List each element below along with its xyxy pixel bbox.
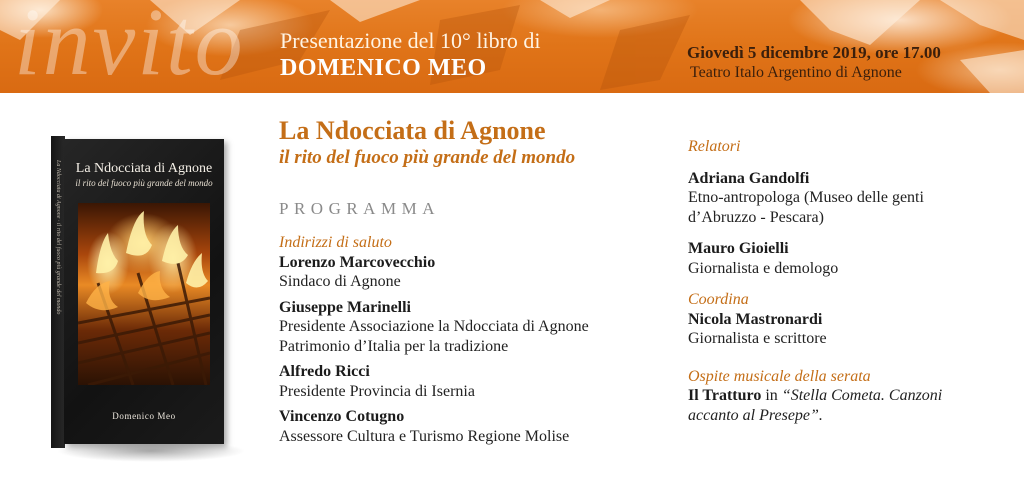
guest-performance [688,386,998,406]
speaker-entry [279,253,669,292]
book-cover-subtitle: il rito del fuoco più grande del mondo [75,178,213,188]
speakers-column [688,137,998,425]
book-cover-author: Domenico Meo [112,411,176,421]
guest-connector: in [761,387,782,404]
speaker-name: Lorenzo Marcovecchio [279,253,436,271]
speaker-role: Sindaco di Agnone [279,273,401,290]
relatori-label: Relatori [688,138,741,155]
event-venue: Teatro Italo Argentino di Agnone [690,64,902,81]
book-title: La Ndocciata di Agnone [279,116,546,145]
programma-list [279,233,669,446]
guest-work-title-line2: accanto al Presepe”. [688,406,823,424]
event-date: Giovedì 5 dicembre 2019, ore 17.00 [687,43,941,62]
speaker-name: Giuseppe Marinelli [279,298,411,316]
greetings-label: Indirizzi di saluto [279,234,392,251]
speaker-role: Presidente Associazione la Ndocciata di Agnone [279,318,589,335]
coordina-label: Coordina [688,291,749,308]
guest-group-name: Il Tratturo [688,387,762,404]
speaker-name: Vincenzo Cotugno [279,408,405,425]
relatore-entry [688,239,998,278]
coordinator-name: Nicola Mastronardi [688,310,823,328]
coordinator-entry [688,310,998,349]
guest-work-title: “Stella Cometa. Canzoni [781,387,943,404]
speaker-role: Assessore Cultura e Turismo Regione Molise [279,427,570,445]
author-name: DOMENICO MEO [280,55,487,81]
speaker-entry [279,362,669,401]
book-cover-title: La Ndocciata di Agnone [75,161,213,176]
speaker-role: Presidente Provincia di Isernia [279,382,475,400]
invito-watermark: invito [14,0,245,93]
ospite-label: Ospite musicale della serata [688,367,871,385]
fire-photo [78,203,210,385]
programma-heading: PROGRAMMA [279,199,440,218]
speaker-entry [279,298,669,357]
relatore-role: Etno-antropologa (Museo delle genti [688,189,924,206]
coordinator-role: Giornalista e scrittore [688,330,827,347]
book-cover-image [64,139,224,444]
header-banner [0,0,1024,93]
relatore-role-line2: d’Abruzzo - Pescara) [688,208,824,226]
book-subtitle: il rito del fuoco più grande del mondo [279,147,576,168]
presentation-subtitle: Presentazione del 10° libro di [280,28,541,53]
book-spine-text: La Ndocciata di Agnone · il rito del fuoco più grande del mondo [55,160,61,315]
speaker-name: Alfredo Ricci [279,363,370,380]
relatore-name: Mauro Gioielli [688,240,789,257]
speaker-entry [279,407,669,446]
relatore-role: Giornalista e demologo [688,259,839,277]
relatore-entry [688,169,998,228]
relatore-name: Adriana Gandolfi [688,169,810,187]
speaker-role-line2: Patrimonio d’Italia per la tradizione [279,337,509,355]
